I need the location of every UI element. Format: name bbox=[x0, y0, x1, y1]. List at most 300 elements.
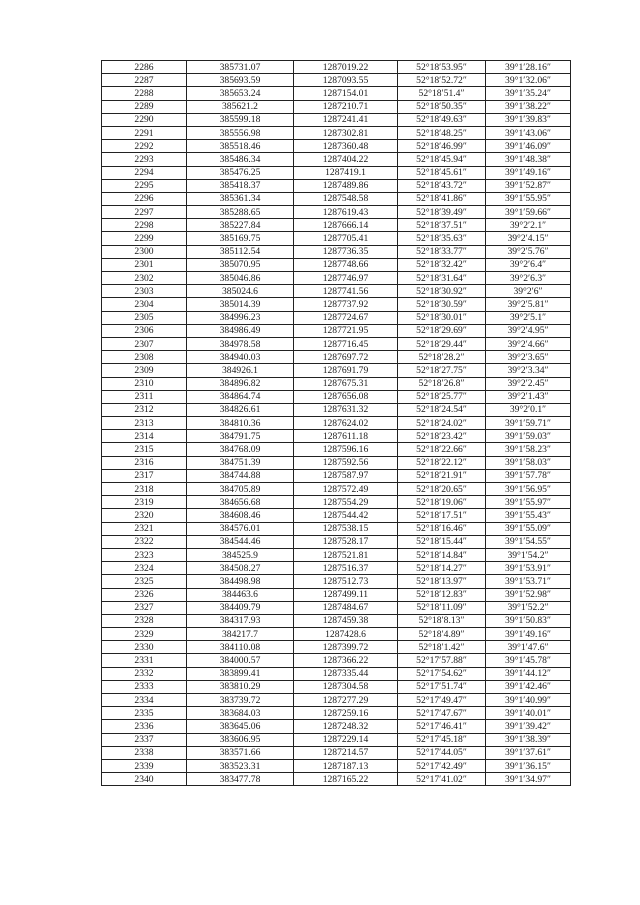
table-row bbox=[102, 614, 571, 627]
longitude-cell: 39°1′57.78″ bbox=[486, 469, 571, 482]
y-coordinate-cell: 1287489.86 bbox=[294, 179, 398, 192]
point-number-cell: 2340 bbox=[102, 773, 187, 786]
x-coordinate-cell: 385518.46 bbox=[187, 140, 294, 153]
table-row bbox=[102, 759, 571, 772]
table-row bbox=[102, 509, 571, 522]
longitude-cell: 39°2′3.34″ bbox=[486, 364, 571, 377]
point-number-cell: 2303 bbox=[102, 285, 187, 298]
point-number-cell: 2311 bbox=[102, 390, 187, 403]
latitude-cell: 52°18′32.42″ bbox=[398, 258, 486, 271]
table-row bbox=[102, 298, 571, 311]
x-coordinate-cell: 385112.54 bbox=[187, 245, 294, 258]
point-number-cell: 2330 bbox=[102, 641, 187, 654]
table-row bbox=[102, 390, 571, 403]
point-number-cell: 2286 bbox=[102, 61, 187, 74]
x-coordinate-cell: 385486.34 bbox=[187, 153, 294, 166]
y-coordinate-cell: 1287596.16 bbox=[294, 443, 398, 456]
y-coordinate-cell: 1287241.41 bbox=[294, 113, 398, 126]
y-coordinate-cell: 1287538.15 bbox=[294, 522, 398, 535]
x-coordinate-cell: 383810.29 bbox=[187, 680, 294, 693]
y-coordinate-cell: 1287521.81 bbox=[294, 548, 398, 561]
latitude-cell: 52°18′31.64″ bbox=[398, 272, 486, 285]
latitude-cell: 52°18′41.86″ bbox=[398, 192, 486, 205]
longitude-cell: 39°1′56.95″ bbox=[486, 483, 571, 496]
point-number-cell: 2333 bbox=[102, 680, 187, 693]
y-coordinate-cell: 1287019.22 bbox=[294, 61, 398, 74]
point-number-cell: 2325 bbox=[102, 575, 187, 588]
x-coordinate-cell: 385046.86 bbox=[187, 272, 294, 285]
table-row bbox=[102, 324, 571, 337]
longitude-cell: 39°2′4.95″ bbox=[486, 324, 571, 337]
table-row bbox=[102, 641, 571, 654]
y-coordinate-cell: 1287746.97 bbox=[294, 272, 398, 285]
point-number-cell: 2295 bbox=[102, 179, 187, 192]
x-coordinate-cell: 385621.2 bbox=[187, 100, 294, 113]
x-coordinate-cell: 384608.46 bbox=[187, 509, 294, 522]
table-row bbox=[102, 707, 571, 720]
point-number-cell: 2328 bbox=[102, 614, 187, 627]
x-coordinate-cell: 385070.95 bbox=[187, 258, 294, 271]
table-row bbox=[102, 773, 571, 786]
point-number-cell: 2334 bbox=[102, 694, 187, 707]
x-coordinate-cell: 384791.75 bbox=[187, 430, 294, 443]
table-row bbox=[102, 483, 571, 496]
longitude-cell: 39°1′52.2″ bbox=[486, 601, 571, 614]
table-row bbox=[102, 654, 571, 667]
latitude-cell: 52°18′23.42″ bbox=[398, 430, 486, 443]
latitude-cell: 52°17′42.49″ bbox=[398, 759, 486, 772]
x-coordinate-cell: 384409.79 bbox=[187, 601, 294, 614]
table-row bbox=[102, 680, 571, 693]
latitude-cell: 52°17′41.02″ bbox=[398, 773, 486, 786]
latitude-cell: 52°18′4.89″ bbox=[398, 628, 486, 641]
y-coordinate-cell: 1287459.38 bbox=[294, 614, 398, 627]
x-coordinate-cell: 384656.68 bbox=[187, 496, 294, 509]
point-number-cell: 2312 bbox=[102, 403, 187, 416]
point-number-cell: 2321 bbox=[102, 522, 187, 535]
y-coordinate-cell: 1287516.37 bbox=[294, 562, 398, 575]
point-number-cell: 2336 bbox=[102, 720, 187, 733]
longitude-cell: 39°1′55.43″ bbox=[486, 509, 571, 522]
x-coordinate-cell: 385169.75 bbox=[187, 232, 294, 245]
latitude-cell: 52°18′49.63″ bbox=[398, 113, 486, 126]
longitude-cell: 39°1′49.16″ bbox=[486, 628, 571, 641]
y-coordinate-cell: 1287360.48 bbox=[294, 140, 398, 153]
y-coordinate-cell: 1287428.6 bbox=[294, 628, 398, 641]
table-row bbox=[102, 245, 571, 258]
longitude-cell: 39°1′45.78″ bbox=[486, 654, 571, 667]
y-coordinate-cell: 1287528.17 bbox=[294, 535, 398, 548]
latitude-cell: 52°18′51.4″ bbox=[398, 87, 486, 100]
latitude-cell: 52°18′30.92″ bbox=[398, 285, 486, 298]
y-coordinate-cell: 1287187.13 bbox=[294, 759, 398, 772]
point-number-cell: 2322 bbox=[102, 535, 187, 548]
longitude-cell: 39°1′39.83″ bbox=[486, 113, 571, 126]
y-coordinate-cell: 1287587.97 bbox=[294, 469, 398, 482]
x-coordinate-cell: 384996.23 bbox=[187, 311, 294, 324]
point-number-cell: 2317 bbox=[102, 469, 187, 482]
y-coordinate-cell: 1287736.35 bbox=[294, 245, 398, 258]
x-coordinate-cell: 383571.66 bbox=[187, 746, 294, 759]
y-coordinate-cell: 1287548.58 bbox=[294, 192, 398, 205]
longitude-cell: 39°1′42.46″ bbox=[486, 680, 571, 693]
y-coordinate-cell: 1287572.49 bbox=[294, 483, 398, 496]
x-coordinate-cell: 384744.88 bbox=[187, 469, 294, 482]
y-coordinate-cell: 1287619.43 bbox=[294, 206, 398, 219]
y-coordinate-cell: 1287724.67 bbox=[294, 311, 398, 324]
point-number-cell: 2299 bbox=[102, 232, 187, 245]
table-row bbox=[102, 417, 571, 430]
longitude-cell: 39°1′55.95″ bbox=[486, 192, 571, 205]
longitude-cell: 39°1′34.97″ bbox=[486, 773, 571, 786]
x-coordinate-cell: 383523.31 bbox=[187, 759, 294, 772]
y-coordinate-cell: 1287741.56 bbox=[294, 285, 398, 298]
latitude-cell: 52°18′24.54″ bbox=[398, 403, 486, 416]
latitude-cell: 52°18′1.42″ bbox=[398, 641, 486, 654]
latitude-cell: 52°18′25.77″ bbox=[398, 390, 486, 403]
table-row bbox=[102, 746, 571, 759]
x-coordinate-cell: 385476.25 bbox=[187, 166, 294, 179]
x-coordinate-cell: 384751.39 bbox=[187, 456, 294, 469]
table-row bbox=[102, 496, 571, 509]
y-coordinate-cell: 1287592.56 bbox=[294, 456, 398, 469]
latitude-cell: 52°17′46.41″ bbox=[398, 720, 486, 733]
point-number-cell: 2302 bbox=[102, 272, 187, 285]
point-number-cell: 2307 bbox=[102, 337, 187, 350]
latitude-cell: 52°18′15.44″ bbox=[398, 535, 486, 548]
longitude-cell: 39°1′35.24″ bbox=[486, 87, 571, 100]
latitude-cell: 52°17′44.05″ bbox=[398, 746, 486, 759]
table-row bbox=[102, 219, 571, 232]
point-number-cell: 2300 bbox=[102, 245, 187, 258]
x-coordinate-cell: 385361.34 bbox=[187, 192, 294, 205]
x-coordinate-cell: 385556.98 bbox=[187, 126, 294, 139]
x-coordinate-cell: 384000.57 bbox=[187, 654, 294, 667]
longitude-cell: 39°1′53.91″ bbox=[486, 562, 571, 575]
latitude-cell: 52°18′12.83″ bbox=[398, 588, 486, 601]
y-coordinate-cell: 1287544.42 bbox=[294, 509, 398, 522]
x-coordinate-cell: 384864.74 bbox=[187, 390, 294, 403]
latitude-cell: 52°18′37.51″ bbox=[398, 219, 486, 232]
y-coordinate-cell: 1287248.32 bbox=[294, 720, 398, 733]
y-coordinate-cell: 1287666.14 bbox=[294, 219, 398, 232]
x-coordinate-cell: 384986.49 bbox=[187, 324, 294, 337]
point-number-cell: 2296 bbox=[102, 192, 187, 205]
latitude-cell: 52°18′26.8″ bbox=[398, 377, 486, 390]
point-number-cell: 2309 bbox=[102, 364, 187, 377]
x-coordinate-cell: 385653.24 bbox=[187, 87, 294, 100]
longitude-cell: 39°1′55.97″ bbox=[486, 496, 571, 509]
x-coordinate-cell: 384525.9 bbox=[187, 548, 294, 561]
point-number-cell: 2313 bbox=[102, 417, 187, 430]
x-coordinate-cell: 383606.95 bbox=[187, 733, 294, 746]
point-number-cell: 2294 bbox=[102, 166, 187, 179]
y-coordinate-cell: 1287748.66 bbox=[294, 258, 398, 271]
table-row bbox=[102, 720, 571, 733]
point-number-cell: 2339 bbox=[102, 759, 187, 772]
x-coordinate-cell: 383899.41 bbox=[187, 667, 294, 680]
table-row bbox=[102, 548, 571, 561]
longitude-cell: 39°1′44.12″ bbox=[486, 667, 571, 680]
point-number-cell: 2290 bbox=[102, 113, 187, 126]
longitude-cell: 39°2′3.65″ bbox=[486, 351, 571, 364]
point-number-cell: 2331 bbox=[102, 654, 187, 667]
point-number-cell: 2298 bbox=[102, 219, 187, 232]
y-coordinate-cell: 1287624.02 bbox=[294, 417, 398, 430]
point-number-cell: 2292 bbox=[102, 140, 187, 153]
y-coordinate-cell: 1287705.41 bbox=[294, 232, 398, 245]
point-number-cell: 2319 bbox=[102, 496, 187, 509]
y-coordinate-cell: 1287302.81 bbox=[294, 126, 398, 139]
longitude-cell: 39°1′38.39″ bbox=[486, 733, 571, 746]
table-row bbox=[102, 285, 571, 298]
latitude-cell: 52°17′49.47″ bbox=[398, 694, 486, 707]
y-coordinate-cell: 1287716.45 bbox=[294, 337, 398, 350]
latitude-cell: 52°17′51.74″ bbox=[398, 680, 486, 693]
table-row bbox=[102, 694, 571, 707]
longitude-cell: 39°2′6.4″ bbox=[486, 258, 571, 271]
y-coordinate-cell: 1287721.95 bbox=[294, 324, 398, 337]
y-coordinate-cell: 1287214.57 bbox=[294, 746, 398, 759]
table-row bbox=[102, 206, 571, 219]
coordinates-table bbox=[101, 60, 571, 786]
y-coordinate-cell: 1287093.55 bbox=[294, 74, 398, 87]
point-number-cell: 2314 bbox=[102, 430, 187, 443]
y-coordinate-cell: 1287499.11 bbox=[294, 588, 398, 601]
longitude-cell: 39°1′36.15″ bbox=[486, 759, 571, 772]
x-coordinate-cell: 383477.78 bbox=[187, 773, 294, 786]
point-number-cell: 2310 bbox=[102, 377, 187, 390]
y-coordinate-cell: 1287737.92 bbox=[294, 298, 398, 311]
longitude-cell: 39°1′59.03″ bbox=[486, 430, 571, 443]
latitude-cell: 52°17′47.67″ bbox=[398, 707, 486, 720]
table-row bbox=[102, 74, 571, 87]
longitude-cell: 39°1′59.66″ bbox=[486, 206, 571, 219]
latitude-cell: 52°18′28.2″ bbox=[398, 351, 486, 364]
latitude-cell: 52°18′29.44″ bbox=[398, 337, 486, 350]
longitude-cell: 39°1′37.61″ bbox=[486, 746, 571, 759]
y-coordinate-cell: 1287165.22 bbox=[294, 773, 398, 786]
x-coordinate-cell: 385014.39 bbox=[187, 298, 294, 311]
longitude-cell: 39°2′2.1″ bbox=[486, 219, 571, 232]
x-coordinate-cell: 383645.06 bbox=[187, 720, 294, 733]
longitude-cell: 39°1′28.16″ bbox=[486, 61, 571, 74]
table-row bbox=[102, 403, 571, 416]
x-coordinate-cell: 385024.6 bbox=[187, 285, 294, 298]
y-coordinate-cell: 1287484.67 bbox=[294, 601, 398, 614]
latitude-cell: 52°18′27.75″ bbox=[398, 364, 486, 377]
point-number-cell: 2338 bbox=[102, 746, 187, 759]
x-coordinate-cell: 385599.18 bbox=[187, 113, 294, 126]
x-coordinate-cell: 384576.01 bbox=[187, 522, 294, 535]
latitude-cell: 52°18′35.63″ bbox=[398, 232, 486, 245]
latitude-cell: 52°18′53.95″ bbox=[398, 61, 486, 74]
longitude-cell: 39°1′50.83″ bbox=[486, 614, 571, 627]
point-number-cell: 2305 bbox=[102, 311, 187, 324]
y-coordinate-cell: 1287259.16 bbox=[294, 707, 398, 720]
longitude-cell: 39°1′49.16″ bbox=[486, 166, 571, 179]
longitude-cell: 39°2′6.3″ bbox=[486, 272, 571, 285]
x-coordinate-cell: 384705.89 bbox=[187, 483, 294, 496]
x-coordinate-cell: 385288.65 bbox=[187, 206, 294, 219]
longitude-cell: 39°1′53.71″ bbox=[486, 575, 571, 588]
table-row bbox=[102, 628, 571, 641]
point-number-cell: 2332 bbox=[102, 667, 187, 680]
latitude-cell: 52°18′46.99″ bbox=[398, 140, 486, 153]
point-number-cell: 2327 bbox=[102, 601, 187, 614]
latitude-cell: 52°18′33.77″ bbox=[398, 245, 486, 258]
y-coordinate-cell: 1287419.1 bbox=[294, 166, 398, 179]
x-coordinate-cell: 384940.03 bbox=[187, 351, 294, 364]
latitude-cell: 52°18′17.51″ bbox=[398, 509, 486, 522]
table-row bbox=[102, 179, 571, 192]
longitude-cell: 39°1′55.09″ bbox=[486, 522, 571, 535]
latitude-cell: 52°18′52.72″ bbox=[398, 74, 486, 87]
point-number-cell: 2293 bbox=[102, 153, 187, 166]
longitude-cell: 39°2′5.81″ bbox=[486, 298, 571, 311]
x-coordinate-cell: 383684.03 bbox=[187, 707, 294, 720]
point-number-cell: 2306 bbox=[102, 324, 187, 337]
x-coordinate-cell: 384978.58 bbox=[187, 337, 294, 350]
table-row bbox=[102, 272, 571, 285]
x-coordinate-cell: 384896.82 bbox=[187, 377, 294, 390]
table-row bbox=[102, 562, 571, 575]
longitude-cell: 39°1′59.71″ bbox=[486, 417, 571, 430]
longitude-cell: 39°1′38.22″ bbox=[486, 100, 571, 113]
x-coordinate-cell: 385418.37 bbox=[187, 179, 294, 192]
table-row bbox=[102, 443, 571, 456]
table-row bbox=[102, 733, 571, 746]
longitude-cell: 39°1′39.42″ bbox=[486, 720, 571, 733]
latitude-cell: 52°18′8.13″ bbox=[398, 614, 486, 627]
longitude-cell: 39°2′5.1″ bbox=[486, 311, 571, 324]
latitude-cell: 52°18′43.72″ bbox=[398, 179, 486, 192]
longitude-cell: 39°1′58.03″ bbox=[486, 456, 571, 469]
y-coordinate-cell: 1287691.79 bbox=[294, 364, 398, 377]
point-number-cell: 2287 bbox=[102, 74, 187, 87]
x-coordinate-cell: 385731.07 bbox=[187, 61, 294, 74]
x-coordinate-cell: 384926.1 bbox=[187, 364, 294, 377]
y-coordinate-cell: 1287229.14 bbox=[294, 733, 398, 746]
table-row bbox=[102, 258, 571, 271]
latitude-cell: 52°18′39.49″ bbox=[398, 206, 486, 219]
latitude-cell: 52°18′30.01″ bbox=[398, 311, 486, 324]
point-number-cell: 2301 bbox=[102, 258, 187, 271]
longitude-cell: 39°2′6″ bbox=[486, 285, 571, 298]
x-coordinate-cell: 384217.7 bbox=[187, 628, 294, 641]
x-coordinate-cell: 384810.36 bbox=[187, 417, 294, 430]
table-row bbox=[102, 588, 571, 601]
longitude-cell: 39°2′1.43″ bbox=[486, 390, 571, 403]
latitude-cell: 52°18′13.97″ bbox=[398, 575, 486, 588]
x-coordinate-cell: 384544.46 bbox=[187, 535, 294, 548]
table-row bbox=[102, 456, 571, 469]
latitude-cell: 52°17′54.62″ bbox=[398, 667, 486, 680]
table-row bbox=[102, 140, 571, 153]
y-coordinate-cell: 1287399.72 bbox=[294, 641, 398, 654]
table-row bbox=[102, 87, 571, 100]
longitude-cell: 39°1′52.98″ bbox=[486, 588, 571, 601]
table-row bbox=[102, 166, 571, 179]
longitude-cell: 39°2′0.1″ bbox=[486, 403, 571, 416]
table-row bbox=[102, 535, 571, 548]
table-row bbox=[102, 126, 571, 139]
longitude-cell: 39°1′40.01″ bbox=[486, 707, 571, 720]
latitude-cell: 52°18′21.91″ bbox=[398, 469, 486, 482]
point-number-cell: 2297 bbox=[102, 206, 187, 219]
x-coordinate-cell: 384110.08 bbox=[187, 641, 294, 654]
table-row bbox=[102, 232, 571, 245]
latitude-cell: 52°18′19.06″ bbox=[398, 496, 486, 509]
y-coordinate-cell: 1287554.29 bbox=[294, 496, 398, 509]
y-coordinate-cell: 1287404.22 bbox=[294, 153, 398, 166]
x-coordinate-cell: 384826.61 bbox=[187, 403, 294, 416]
table-row bbox=[102, 522, 571, 535]
y-coordinate-cell: 1287366.22 bbox=[294, 654, 398, 667]
point-number-cell: 2318 bbox=[102, 483, 187, 496]
table-row bbox=[102, 351, 571, 364]
longitude-cell: 39°1′40.99″ bbox=[486, 694, 571, 707]
x-coordinate-cell: 384463.6 bbox=[187, 588, 294, 601]
longitude-cell: 39°2′5.76″ bbox=[486, 245, 571, 258]
longitude-cell: 39°1′54.55″ bbox=[486, 535, 571, 548]
table-row bbox=[102, 61, 571, 74]
latitude-cell: 52°18′29.69″ bbox=[398, 324, 486, 337]
point-number-cell: 2335 bbox=[102, 707, 187, 720]
y-coordinate-cell: 1287675.31 bbox=[294, 377, 398, 390]
point-number-cell: 2324 bbox=[102, 562, 187, 575]
table-row bbox=[102, 153, 571, 166]
point-number-cell: 2289 bbox=[102, 100, 187, 113]
longitude-cell: 39°1′47.6″ bbox=[486, 641, 571, 654]
y-coordinate-cell: 1287304.58 bbox=[294, 680, 398, 693]
y-coordinate-cell: 1287512.73 bbox=[294, 575, 398, 588]
latitude-cell: 52°18′11.09″ bbox=[398, 601, 486, 614]
longitude-cell: 39°1′58.23″ bbox=[486, 443, 571, 456]
point-number-cell: 2315 bbox=[102, 443, 187, 456]
table-row bbox=[102, 575, 571, 588]
y-coordinate-cell: 1287154.01 bbox=[294, 87, 398, 100]
table-row bbox=[102, 192, 571, 205]
latitude-cell: 52°18′14.27″ bbox=[398, 562, 486, 575]
x-coordinate-cell: 384508.27 bbox=[187, 562, 294, 575]
latitude-cell: 52°18′50.35″ bbox=[398, 100, 486, 113]
longitude-cell: 39°1′54.2″ bbox=[486, 548, 571, 561]
latitude-cell: 52°17′45.18″ bbox=[398, 733, 486, 746]
x-coordinate-cell: 384768.09 bbox=[187, 443, 294, 456]
table-row bbox=[102, 469, 571, 482]
latitude-cell: 52°18′14.84″ bbox=[398, 548, 486, 561]
x-coordinate-cell: 385693.59 bbox=[187, 74, 294, 87]
longitude-cell: 39°2′4.66″ bbox=[486, 337, 571, 350]
table-row bbox=[102, 601, 571, 614]
point-number-cell: 2337 bbox=[102, 733, 187, 746]
x-coordinate-cell: 383739.72 bbox=[187, 694, 294, 707]
point-number-cell: 2288 bbox=[102, 87, 187, 100]
table-row bbox=[102, 430, 571, 443]
latitude-cell: 52°18′22.12″ bbox=[398, 456, 486, 469]
longitude-cell: 39°1′43.06″ bbox=[486, 126, 571, 139]
x-coordinate-cell: 384317.93 bbox=[187, 614, 294, 627]
longitude-cell: 39°1′52.87″ bbox=[486, 179, 571, 192]
latitude-cell: 52°18′24.02″ bbox=[398, 417, 486, 430]
y-coordinate-cell: 1287631.32 bbox=[294, 403, 398, 416]
table-row bbox=[102, 377, 571, 390]
table-row bbox=[102, 311, 571, 324]
table-row bbox=[102, 364, 571, 377]
table-row bbox=[102, 100, 571, 113]
latitude-cell: 52°18′45.94″ bbox=[398, 153, 486, 166]
